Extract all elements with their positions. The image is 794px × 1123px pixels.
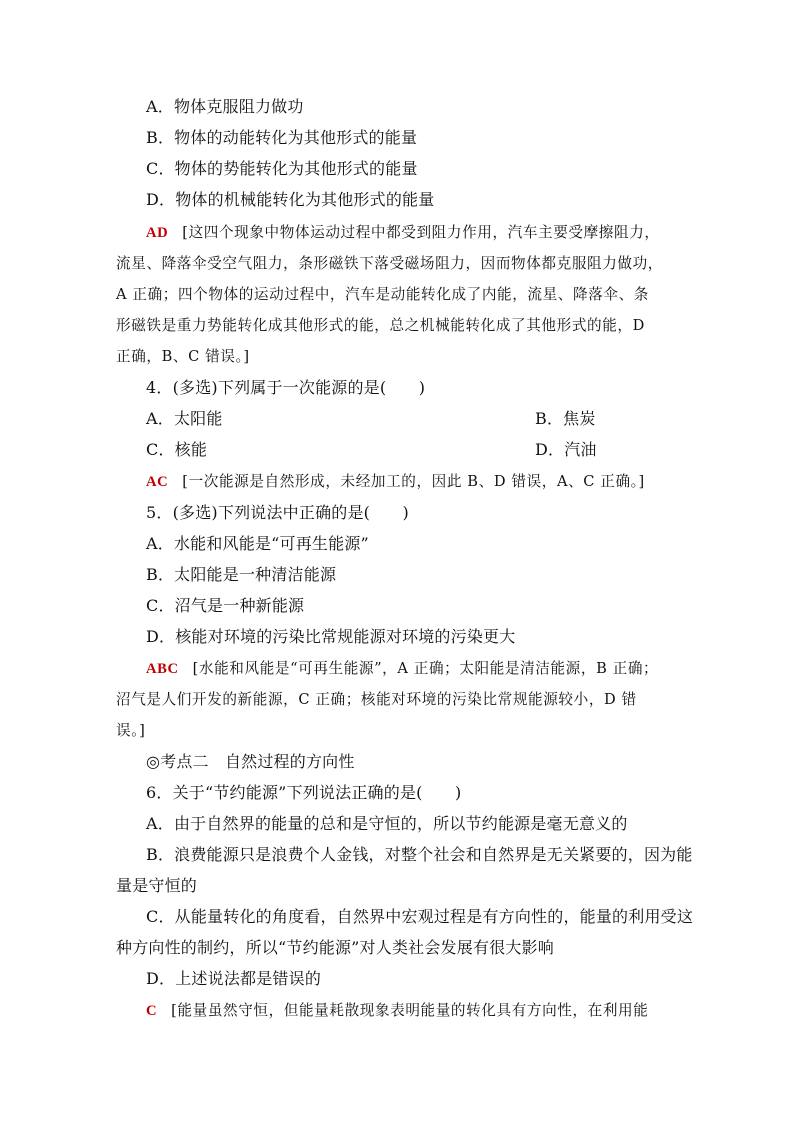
option-c: C．物体的势能转化为其他形式的能量 [146,159,418,178]
explanation-text: 形磁铁是重力势能转化成其他形式的能，总之机械能转化成了其他形式的能，D [116,317,645,334]
explanation-text: [这四个现象中物体运动过程中都受到阻力作用，汽车主要受摩擦阻力， [182,224,660,241]
question-4-options-row-2 [146,439,597,461]
question-5-stem: 5．(多选)下列说法中正确的是( ) [146,503,409,522]
explanation-text: 正确，B、C 错误。] [116,348,250,365]
explanation-text: [一次能源是自然形成，未经加工的，因此 B、D 错误，A、C 正确。] [182,473,645,490]
explanation-text: [水能和风能是“可再生能源”，A 正确；太阳能是清洁能源，B 正确； [192,660,659,677]
option-c: C．从能量转化的角度看，自然界中宏观过程是有方向性的，能量的利用受这 [146,907,694,926]
option-b: B．浪费能源只是浪费个人金钱，对整个社会和自然界是无关紧要的，因为能 [146,845,693,864]
option-b: B．焦炭 [535,409,596,428]
question-4-stem: 4．(多选)下列属于一次能源的是( ) [146,378,426,397]
option-b-continued: 量是守恒的 [116,876,198,895]
answer-label: ABC [146,661,179,677]
answer-explanation-line [146,471,645,493]
option-c: C．核能 [146,440,208,459]
explanation-text: 沼气是人们开发的新能源，C 正确；核能对环境的污染比常规能源较小，D 错 [116,691,637,708]
option-d: D．汽油 [535,440,597,459]
answer-explanation-line [146,1000,648,1022]
question-4-options-row-1 [146,408,596,430]
answer-label: C [146,1003,158,1019]
option-d: D．上述说法都是错误的 [146,969,322,988]
answer-explanation-line [146,222,660,244]
answer-explanation-line [146,658,658,680]
explanation-text: [能量虽然守恒，但能量耗散现象表明能量的转化具有方向性，在利用能 [171,1002,649,1019]
option-c-continued: 种方向性的制约，所以“节约能源”对人类社会发展有很大影响 [116,938,554,957]
explanation-text: A 正确；四个物体的运动过程中，汽车是动能转化成了内能，流星、降落伞、条 [116,286,649,303]
answer-label: AD [146,225,169,241]
option-a: A．由于自然界的能量的总和是守恒的，所以节约能源是毫无意义的 [146,814,628,833]
section-heading: ◎考点二 自然过程的方向性 [146,752,355,771]
option-b: B．太阳能是一种清洁能源 [146,565,337,584]
explanation-text: 误。] [116,722,146,739]
answer-label: AC [146,474,169,490]
option-d: D．核能对环境的污染比常规能源对环境的污染更大 [146,627,516,646]
option-c: C．沼气是一种新能源 [146,596,305,615]
option-d: D．物体的机械能转化为其他形式的能量 [146,190,435,209]
question-6-stem: 6．关于“节约能源”下列说法正确的是( ) [146,783,462,802]
option-a: A．太阳能 [146,409,223,428]
option-a: A．水能和风能是“可再生能源” [146,534,369,553]
option-a: A．物体克服阻力做功 [146,97,304,116]
option-b: B．物体的动能转化为其他形式的能量 [146,128,418,147]
explanation-text: 流星、降落伞受空气阻力，条形磁铁下落受磁场阻力，因而物体都克服阻力做功， [116,255,663,272]
